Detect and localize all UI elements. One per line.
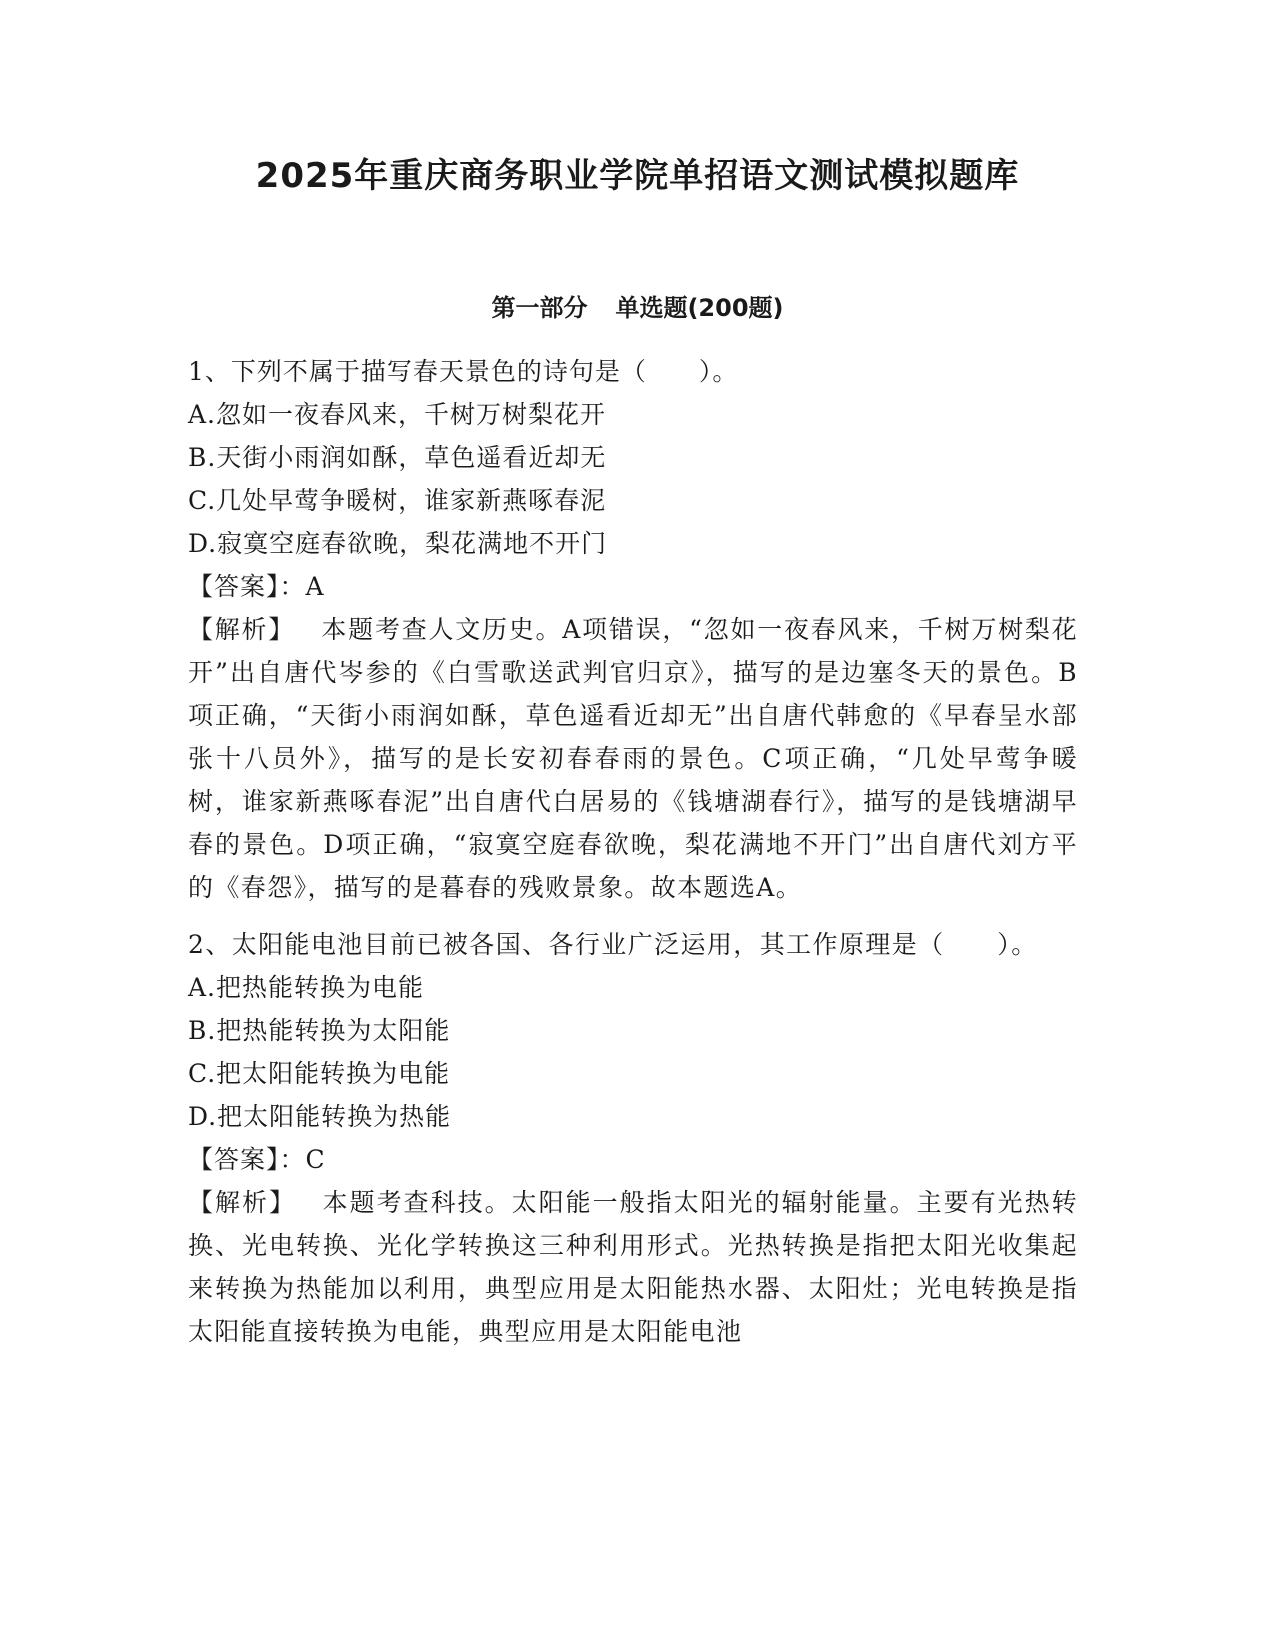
option-a: A.忽如一夜春风来，千树万树梨花开 bbox=[188, 400, 607, 429]
question-stem: 1、下列不属于描写春天景色的诗句是（ ）。 bbox=[188, 357, 739, 386]
option-c: C.几处早莺争暖树，谁家新燕啄春泥 bbox=[188, 486, 607, 515]
document-title: 2025年重庆商务职业学院单招语文测试模拟题库 bbox=[255, 156, 1020, 196]
analysis-text: 本题考查科技。太阳能一般指太阳光的辐射能量。主要有光热转换、光电转换、光化学转换这三种利用形式。光热转换是指把太阳光收集起来转换为热能加以利用，典型应用是太阳能热水器、太阳灶；光电转换是指太阳能直接转换为电能，典型应用是太阳能电池 bbox=[188, 1188, 1078, 1346]
option-d: D.寂寞空庭春欲晚，梨花满地不开门 bbox=[188, 529, 608, 558]
analysis-paragraph bbox=[188, 1181, 1078, 1353]
analysis-paragraph bbox=[188, 608, 1078, 909]
question-stem: 2、太阳能电池目前已被各国、各行业广泛运用，其工作原理是（ ）。 bbox=[188, 930, 1038, 959]
question-list bbox=[188, 350, 1078, 1353]
answer-label: 【答案】： bbox=[188, 572, 306, 601]
option-b: B.天街小雨润如酥，草色遥看近却无 bbox=[188, 443, 607, 472]
option-a: A.把热能转换为电能 bbox=[188, 973, 425, 1002]
analysis-text: 本题考查人文历史。A项错误，“忽如一夜春风来，千树万树梨花开”出自唐代岑参的《白雪歌送武判官归京》，描写的是边塞冬天的景色。B项正确，“天街小雨润如酥，草色遥看近却无”出自唐代韩愈的《早春呈水部张十八员外》，描写的是长安初春春雨的景色。C项正确，“几处早莺争暖树，谁家新燕啄春泥”出自唐代白居易的《钱塘湖春行》，描写的是钱塘湖早春的景色。D项正确，“寂寞空庭春欲晚，梨花满地不开门”出自唐代刘方平的《春怨》，描写的是暮春的残败景象。故本题选A。 bbox=[188, 615, 1079, 902]
section-heading bbox=[0, 288, 1275, 323]
analysis-label: 【解析】 bbox=[188, 1188, 296, 1217]
option-d: D.把太阳能转换为热能 bbox=[188, 1102, 452, 1131]
option-b: B.把热能转换为太阳能 bbox=[188, 1016, 451, 1045]
section-name: 单选题(200题) bbox=[615, 294, 784, 322]
answer-line bbox=[188, 1138, 1078, 1181]
section-part: 第一部分 bbox=[491, 294, 588, 322]
answer-value: A bbox=[305, 572, 325, 601]
answer-label: 【答案】： bbox=[188, 1145, 306, 1174]
question-2 bbox=[188, 923, 1078, 1353]
question-1 bbox=[188, 350, 1078, 909]
option-c: C.把太阳能转换为电能 bbox=[188, 1059, 451, 1088]
answer-value: C bbox=[305, 1145, 326, 1174]
answer-line bbox=[188, 565, 1078, 608]
analysis-label: 【解析】 bbox=[188, 615, 296, 644]
